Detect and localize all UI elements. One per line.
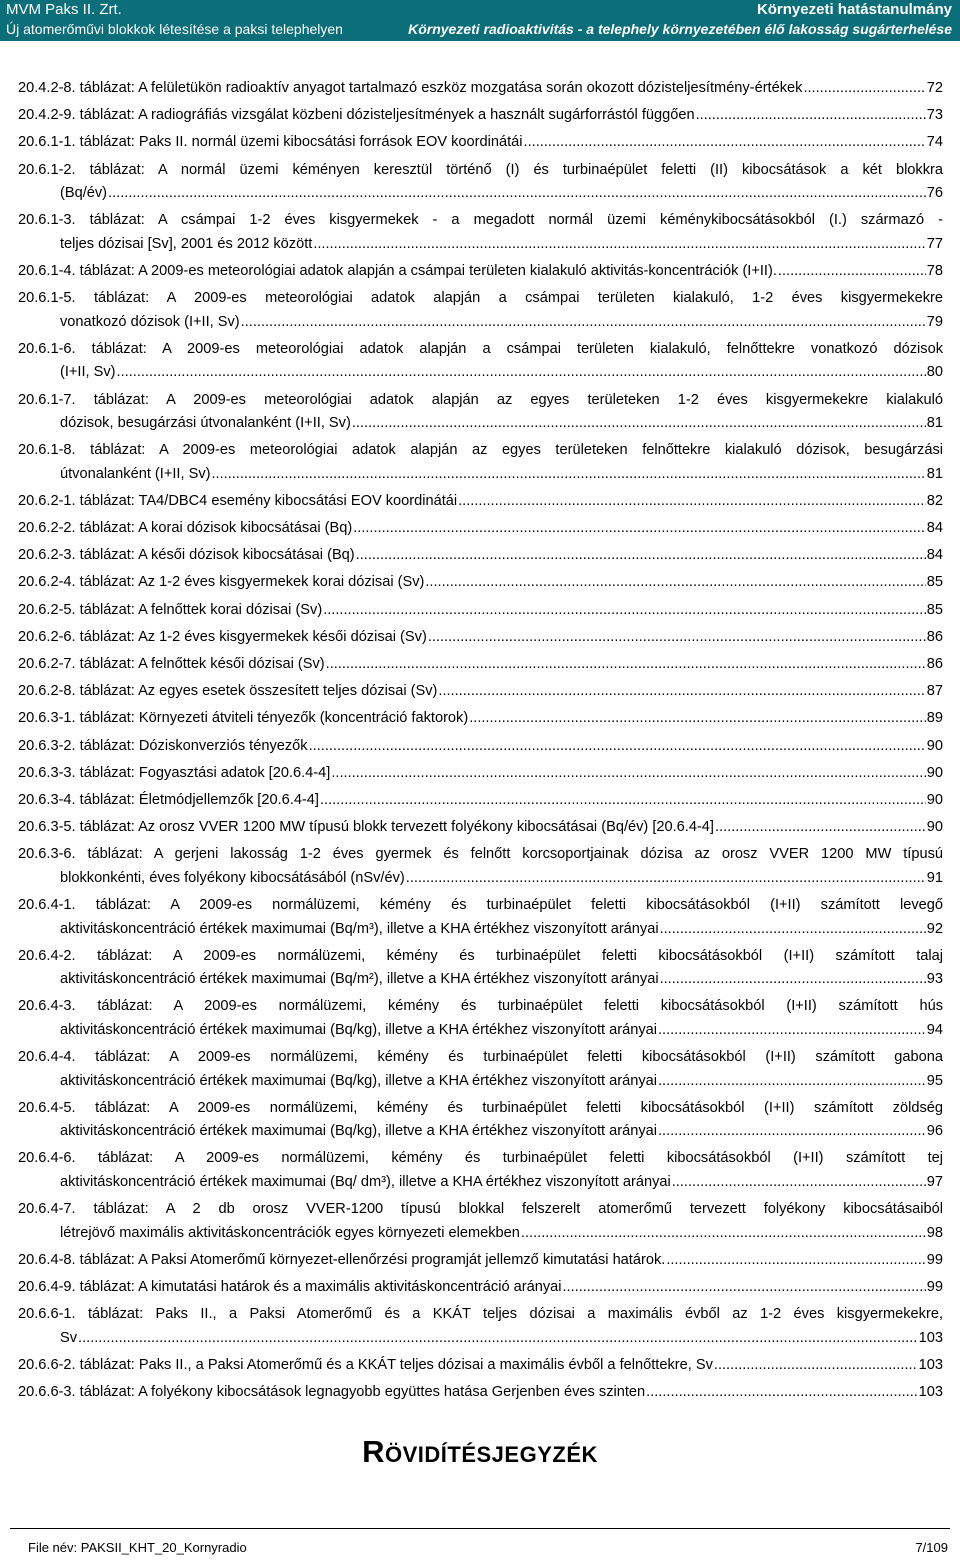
- toc-entry-title: 20.6.3-2. táblázat: Dóziskonverziós tényezők: [18, 737, 308, 754]
- toc-entry-title: 20.6.6-3. táblázat: A folyékony kibocsátások legnagyobb együttes hatása Gerjenben éves szinten: [18, 1384, 646, 1401]
- toc-entry[interactable]: [18, 159, 943, 206]
- toc-entry-page: 86: [926, 656, 943, 672]
- toc-entry[interactable]: [18, 439, 943, 486]
- toc-entry-title: aktivitáskoncentráció értékek maximumai (Bq/m³), illetve a KHA értékhez viszonyított arányai: [60, 920, 659, 937]
- toc-entry-title: (Bq/év): [60, 185, 108, 202]
- toc-entry-page: 72: [926, 80, 943, 96]
- toc-entry-page: 93: [926, 971, 943, 988]
- dot-leader: [320, 789, 926, 813]
- toc-entry[interactable]: [18, 626, 943, 650]
- toc-entry-page: 90: [926, 791, 943, 808]
- toc-entry[interactable]: [18, 1276, 943, 1300]
- dot-leader: [658, 1070, 926, 1094]
- toc-entry-page: 81: [926, 465, 943, 482]
- dot-leader: [658, 1019, 926, 1043]
- toc-entry-title-first-line: 20.6.4-3. táblázat: A 2009-es normálüzemi, kémény és turbinaépület feletti kibocsátásokból (I+II) számított hús: [18, 998, 943, 1015]
- toc-entry[interactable]: [18, 1303, 943, 1350]
- toc-entry-title-first-line: 20.6.1-3. táblázat: A csámpai 1-2 éves kisgyermekek - a megadott normál üzemi kéménykibocsátásokból (I.) származó -: [18, 212, 943, 229]
- toc-entry-page: 78: [926, 262, 943, 279]
- toc-entry[interactable]: [18, 680, 943, 704]
- toc-entry-page: 95: [926, 1072, 943, 1089]
- toc-entry-title: 20.6.2-7. táblázat: A felnőttek késői dózisai (Sv): [18, 656, 325, 672]
- toc-entry-page: 99: [926, 1279, 943, 1295]
- toc-entry-page: 92: [926, 920, 943, 937]
- section-heading-rest: ÖVIDÍTÉSJEGYZÉK: [385, 1442, 598, 1467]
- toc-entry-page: 76: [926, 185, 943, 202]
- toc-entry[interactable]: [18, 894, 943, 941]
- toc-entry-title-first-line: 20.6.1-5. táblázat: A 2009-es meteorológiai adatok alapján a csámpai területen kialakuló, 1-2 éves kisgyermekekre: [18, 290, 943, 307]
- toc-entry-page: 103: [918, 1356, 943, 1373]
- toc-entry[interactable]: [18, 517, 943, 541]
- dot-leader: [778, 260, 926, 284]
- toc-entry-title: blokkonkénti, éves folyékony kibocsátásából (nSv/év): [60, 869, 405, 886]
- toc-entry-title-first-line: 20.6.1-7. táblázat: A 2009-es meteorológiai adatok alapján az egyes területeken 1-2 éves kisgyermekekre kialakuló: [18, 391, 943, 408]
- toc-entry[interactable]: [18, 104, 943, 128]
- toc-entry-title: 20.6.3-5. táblázat: Az orosz VVER 1200 MW típusú blokk tervezett folyékony kibocsátásai (Bq/év) [20.6.4-4]: [18, 819, 714, 836]
- dot-leader: [326, 653, 926, 677]
- toc-entry[interactable]: [18, 338, 943, 385]
- toc-entry[interactable]: [18, 945, 943, 992]
- toc-entry-page: 74: [926, 134, 943, 151]
- toc-entry[interactable]: [18, 816, 943, 840]
- dot-leader: [715, 816, 926, 840]
- toc-entry[interactable]: [18, 707, 943, 731]
- toc-entry-page: 103: [918, 1384, 943, 1401]
- toc-entry-page: 97: [926, 1173, 943, 1190]
- toc-entry-title: 20.6.1-4. táblázat: A 2009-es meteorológiai adatok alapján a csámpai területen kialakuló aktivitás-koncentrációk (I+II).: [18, 262, 777, 279]
- toc-entry[interactable]: [18, 995, 943, 1042]
- toc-entry-page: 87: [926, 683, 943, 700]
- toc-entry-title: 20.6.3-3. táblázat: Fogyasztási adatok [20.6.4-4]: [18, 764, 331, 781]
- dot-leader: [108, 182, 926, 206]
- dot-leader: [428, 626, 926, 650]
- dot-leader: [660, 968, 926, 992]
- toc-entry[interactable]: [18, 571, 943, 595]
- toc-entry-title-first-line: 20.6.6-1. táblázat: Paks II., a Paksi Atomerőmű és a KKÁT teljes dózisai a maximális évből az 1-2 éves kisgyermekekre,: [18, 1306, 943, 1323]
- toc-entry[interactable]: [18, 762, 943, 786]
- toc-entry-title: 20.6.2-2. táblázat: A korai dózisok kibocsátásai (Bq): [18, 520, 353, 537]
- toc-entry-title: dózisok, besugárzási útvonalanként (I+II, Sv): [60, 415, 351, 431]
- dot-leader: [562, 1276, 925, 1300]
- toc-entry-title: 20.4.2-8. táblázat: A felületükön radioaktív anyagot tartalmazó eszköz mozgatása során okozott dózisteljesítmény-értékek: [18, 80, 803, 96]
- toc-entry-page: 94: [926, 1021, 943, 1038]
- dot-leader: [714, 1354, 918, 1378]
- toc-entry[interactable]: [18, 209, 943, 256]
- toc-entry-title: 20.6.4-9. táblázat: A kimutatási határok és a maximális aktivitáskoncentráció arányai: [18, 1279, 562, 1295]
- toc-entry-title-first-line: 20.6.1-6. táblázat: A 2009-es meteorológiai adatok alapján a csámpai területen kialakuló, felnőttekre vonatkozó dózisok: [18, 340, 943, 357]
- toc-entry-title: létrejövő maximális aktivitáskoncentrációk egyes környezeti elemekben: [60, 1224, 520, 1241]
- toc-entry-page: 80: [926, 364, 943, 381]
- footer-divider: [10, 1528, 950, 1529]
- toc-entry-page: 82: [926, 492, 943, 509]
- toc-entry[interactable]: [18, 1046, 943, 1093]
- dot-leader: [521, 1222, 926, 1246]
- toc-entry[interactable]: [18, 490, 943, 514]
- dot-leader: [660, 918, 926, 942]
- dot-leader: [666, 1249, 925, 1273]
- toc-entry-title-first-line: 20.6.4-6. táblázat: A 2009-es normálüzemi, kémény és turbinaépület feletti kibocsátásokból (I+II) számított tej: [18, 1150, 943, 1167]
- toc-entry-title: 20.4.2-9. táblázat: A radiográfiás vizsgálat közbeni dózisteljesítmények a használt sugárforrástól függően: [18, 107, 695, 124]
- toc-entry-title-first-line: 20.6.4-5. táblázat: A 2009-es normálüzemi, kémény és turbinaépület feletti kibocsátásokból (I+II) számított zöldség: [18, 1099, 943, 1116]
- toc-entry-page: 90: [926, 737, 943, 754]
- toc-entry-page: 84: [926, 520, 943, 537]
- section-heading: [0, 1434, 960, 1470]
- toc-entry-title: 20.6.1-1. táblázat: Paks II. normál üzemi kibocsátási források EOV koordinátái: [18, 134, 523, 151]
- toc-entry-page: 85: [926, 574, 943, 591]
- toc-entry-title: 20.6.2-8. táblázat: Az egyes esetek összesített teljes dózisai (Sv): [18, 683, 438, 700]
- dot-leader: [458, 490, 926, 514]
- footer-page-number: 7/109: [915, 1540, 948, 1555]
- toc-entry-title: 20.6.2-1. táblázat: TA4/DBC4 esemény kibocsátási EOV koordinátái: [18, 492, 458, 509]
- toc-entry-page: 84: [926, 547, 943, 564]
- dot-leader: [696, 104, 926, 128]
- dot-leader: [658, 1120, 926, 1144]
- toc-entry-page: 90: [926, 764, 943, 781]
- toc-entry[interactable]: [18, 77, 943, 101]
- toc-entry-title-first-line: 20.6.4-7. táblázat: A 2 db orosz VVER-1200 típusú blokkal felszerelt atomerőmű tervezett folyékony kibocsátásaiból: [18, 1201, 943, 1218]
- dot-leader: [425, 571, 925, 595]
- section-heading-initial: R: [362, 1434, 385, 1469]
- dot-leader: [672, 1171, 926, 1195]
- toc-entry-page: 99: [926, 1251, 943, 1268]
- toc-entry[interactable]: [18, 389, 943, 436]
- company-name: MVM Paks II. Zrt.: [6, 1, 122, 18]
- toc-entry[interactable]: [18, 287, 943, 334]
- dot-leader: [469, 707, 926, 731]
- dot-leader: [524, 131, 926, 155]
- toc-entry[interactable]: [18, 1381, 943, 1405]
- toc-entry-title: aktivitáskoncentráció értékek maximumai (Bq/kg), illetve a KHA értékhez viszonyított arányai: [60, 1021, 657, 1038]
- toc-entry-title-first-line: 20.6.3-6. táblázat: A gerjeni lakosság 1-2 éves gyermek és felnőtt korcsoportjainak dózisa az orosz VVER 1200 MW típusú: [18, 846, 943, 863]
- toc-entry[interactable]: [18, 789, 943, 813]
- toc-entry-page: 103: [918, 1329, 943, 1346]
- toc-entry-title: (I+II, Sv): [60, 364, 116, 381]
- toc-entry-title-first-line: 20.6.1-2. táblázat: A normál üzemi kéményen keresztül történő (I) és turbinaépület feletti (II) kibocsátások a két blokkra: [18, 161, 943, 178]
- dot-leader: [352, 412, 926, 436]
- dot-leader: [241, 311, 926, 335]
- toc-entry-page: 96: [926, 1123, 943, 1140]
- toc-entry-title: vonatkozó dózisok (I+II, Sv): [60, 313, 240, 330]
- toc-entry[interactable]: [18, 735, 943, 759]
- toc-entry-title: 20.6.2-4. táblázat: Az 1-2 éves kisgyermekek korai dózisai (Sv): [18, 574, 425, 591]
- toc-entry[interactable]: [18, 599, 943, 623]
- footer-filename: File név: PAKSII_KHT_20_Kornyradio: [28, 1540, 247, 1555]
- dot-leader: [353, 517, 926, 541]
- toc-entry-page: 79: [926, 313, 943, 330]
- toc-entry[interactable]: [18, 260, 943, 284]
- toc-entry-title: 20.6.3-1. táblázat: Környezeti átviteli tényezők (koncentráció faktorok): [18, 710, 469, 727]
- toc-entry-title: aktivitáskoncentráció értékek maximumai (Bq/m²), illetve a KHA értékhez viszonyított arányai: [60, 971, 659, 988]
- page-header: [0, 0, 960, 41]
- toc-entry[interactable]: [18, 1097, 943, 1144]
- toc-entry[interactable]: [18, 1147, 943, 1194]
- dot-leader: [211, 463, 925, 487]
- dot-leader: [438, 680, 925, 704]
- toc-entry-page: 91: [926, 869, 943, 886]
- dot-leader: [78, 1327, 918, 1351]
- toc-entry[interactable]: [18, 843, 943, 890]
- dot-leader: [331, 762, 925, 786]
- toc-entry[interactable]: [18, 1354, 943, 1378]
- dot-leader: [309, 735, 926, 759]
- dot-leader: [117, 361, 926, 385]
- toc-entry-page: 98: [926, 1224, 943, 1241]
- toc-entry[interactable]: [18, 653, 943, 677]
- toc-entry[interactable]: [18, 544, 943, 568]
- toc-entry-page: 89: [926, 710, 943, 727]
- toc-entry-page: 85: [926, 601, 943, 618]
- toc-entry-title: 20.6.6-2. táblázat: Paks II., a Paksi Atomerőmű és a KKÁT teljes dózisai a maximális évből a felnőttekre, Sv: [18, 1356, 713, 1373]
- toc-entry-title: Sv: [60, 1329, 78, 1346]
- toc-entry-title: 20.6.2-6. táblázat: Az 1-2 éves kisgyermekek késői dózisai (Sv): [18, 628, 427, 645]
- toc-entry-title-first-line: 20.6.4-1. táblázat: A 2009-es normálüzemi, kémény és turbinaépület feletti kibocsátásokból (I+II) számított levegő: [18, 897, 943, 913]
- toc-entry-title-first-line: 20.6.4-2. táblázat: A 2009-es normálüzemi, kémény és turbinaépület feletti kibocsátásokból (I+II) számított talaj: [18, 947, 943, 964]
- dot-leader: [646, 1381, 918, 1405]
- toc-entry-page: 90: [926, 819, 943, 836]
- toc-entry-title: aktivitáskoncentráció értékek maximumai (Bq/ dm³), illetve a KHA értékhez viszonyított arányai: [60, 1173, 671, 1190]
- chapter-title: Környezeti radioaktivitás - a telephely környezetében élő lakosság sugárterhelése: [408, 21, 952, 37]
- toc-entry-title-first-line: 20.6.1-8. táblázat: A 2009-es meteorológiai adatok alapján az egyes területeken felnőttekre kialakuló dózisok, besugárzási: [18, 442, 943, 459]
- dot-leader: [356, 544, 926, 568]
- toc-entry-title: aktivitáskoncentráció értékek maximumai (Bq/kg), illetve a KHA értékhez viszonyított arányai: [60, 1123, 657, 1140]
- toc-entry-title: 20.6.2-5. táblázat: A felnőttek korai dózisai (Sv): [18, 601, 323, 618]
- toc-entry-title: aktivitáskoncentráció értékek maximumai (Bq/kg), illetve a KHA értékhez viszonyított arányai: [60, 1072, 657, 1089]
- toc-entry-title: 20.6.2-3. táblázat: A késői dózisok kibocsátásai (Bq): [18, 547, 355, 564]
- toc-entry-title: teljes dózisai [Sv], 2001 és 2012 között: [60, 235, 313, 252]
- toc-entry[interactable]: [18, 1249, 943, 1273]
- toc-entry-page: 81: [926, 415, 943, 431]
- dot-leader: [406, 867, 926, 891]
- toc-entry-title: 20.6.4-8. táblázat: A Paksi Atomerőmű környezet-ellenőrzési programját jellemző kimutatási határok.: [18, 1251, 666, 1268]
- toc-entry-title: útvonalanként (I+II, Sv): [60, 465, 211, 482]
- dot-leader: [803, 77, 925, 101]
- toc-entry[interactable]: [18, 131, 943, 155]
- toc-entry-page: 73: [926, 107, 943, 124]
- dot-leader: [323, 599, 926, 623]
- toc-entry-page: 86: [926, 628, 943, 645]
- toc-entry-page: 77: [926, 235, 943, 252]
- toc-entry[interactable]: [18, 1198, 943, 1245]
- document-type: Környezeti hatástanulmány: [756, 1, 952, 18]
- toc-entry-title: 20.6.3-4. táblázat: Életmódjellemzők [20.6.4-4]: [18, 791, 319, 808]
- dot-leader: [313, 233, 925, 257]
- toc-entry-title-first-line: 20.6.4-4. táblázat: A 2009-es normálüzemi, kémény és turbinaépület feletti kibocsátásokból (I+II) számított gabona: [18, 1049, 943, 1066]
- project-name: Új atomerőművi blokkok létesítése a paksi telephelyen: [6, 21, 343, 37]
- table-of-tables: [18, 77, 943, 1408]
